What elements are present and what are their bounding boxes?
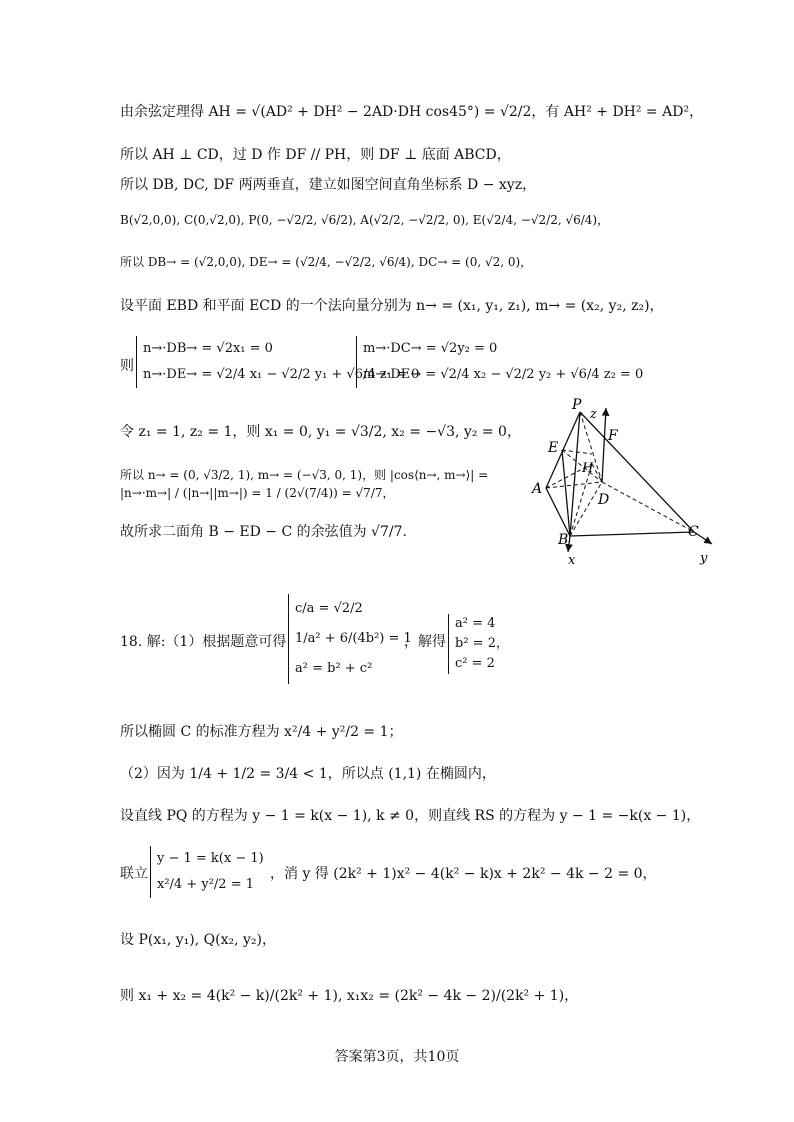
conclusion-line: 故所求二面角 B − ED − C 的余弦值为 √7/7. — [120, 524, 407, 540]
label-c: C — [688, 524, 699, 540]
point-inside-line: （2）因为 1/4 + 1/2 = 3/4 < 1，所以点 (1,1) 在椭圆内， — [120, 766, 496, 782]
system-prefix: 则 — [120, 358, 134, 374]
label-h: H — [582, 461, 594, 476]
equation-n-db: n→·DB→ = √2x₁ = 0 — [143, 341, 273, 356]
equation-m-de: m→·DE→ = √2/4 x₂ − √2/2 y₂ + √6/4 z₂ = 0 — [363, 367, 644, 382]
coordinate-system-line: 所以 DB, DC, DF 两两垂直，建立如图空间直角坐标系 D − xyz， — [120, 177, 537, 193]
result-a-squared: a² = 4 — [455, 616, 496, 631]
quadratic-line: ，消 y 得 (2k² + 1)x² − 4(k² − k)x + 2k² − 4k − 2 = 0， — [270, 866, 657, 882]
equation-system-m — [356, 336, 643, 388]
solution-line: 令 z₁ = 1, z₂ = 1，则 x₁ = 0, y₁ = √3/2, x₂ = −√3, y₂ = 0， — [120, 424, 521, 440]
problem-18-prefix: 18. 解:（1）根据题意可得 — [120, 634, 287, 650]
combine-system — [150, 846, 264, 898]
label-y: y — [700, 551, 708, 566]
problem-18-result-system — [448, 614, 509, 674]
point-coordinates-line: B(√2,0,0), C(0,√2,0), P(0, −√2/2, √6/2), A(√2/2, −√2/2, 0), E(√2/4, −√2/2, √6/4)， — [120, 213, 610, 227]
label-b: B — [558, 532, 569, 548]
label-d: D — [598, 492, 610, 508]
pyramid-figure — [526, 398, 726, 570]
system-abc-relation: a² = b² + c² — [295, 661, 373, 676]
problem-18-system — [288, 594, 412, 684]
equation-m-dc: m→·DC→ = √2y₂ = 0 — [363, 341, 498, 356]
label-p: P — [572, 398, 582, 413]
label-e: E — [548, 440, 559, 456]
combine-line-eq: y − 1 = k(x − 1) — [157, 851, 264, 866]
page-footer: 答案第3页，共10页 — [334, 1049, 460, 1065]
vectors-line: 所以 DB→ = (√2,0,0), DE→ = (√2/4, −√2/2, √6/4), DC→ = (0, √2, 0)， — [120, 255, 533, 269]
ellipse-equation-line: 所以椭圆 C 的标准方程为 x²/4 + y²/2 = 1； — [120, 724, 403, 740]
combine-prefix: 联立 — [120, 866, 148, 882]
cosine-result-line: 所以 n→ = (0, √3/2, 1), m→ = (−√3, 0, 1)，则 |cos⟨n→, m→⟩| = |n→·m→| / (|n→||m→|) = 1 / (2√(7/4)) = √7/7， — [120, 468, 489, 500]
result-c-squared: c² = 2 — [455, 656, 495, 671]
normal-vectors-line: 设平面 EBD 和平面 ECD 的一个法向量分别为 n→ = (x₁, y₁, z₁), m→ = (x₂, y₂, z₂)， — [120, 298, 664, 314]
label-x: x — [568, 553, 576, 568]
label-z: z — [590, 407, 597, 422]
problem-18-mid: ，解得 — [404, 634, 446, 650]
combine-ellipse-eq: x²/4 + y²/2 = 1 — [157, 877, 254, 892]
cosine-law-line: 由余弦定理得 AH = √(AD² + DH² − 2AD·DH cos45°) = √2/2，有 AH² + DH² = AD²， — [120, 104, 704, 120]
perpendicular-line: 所以 AH ⊥ CD，过 D 作 DF // PH，则 DF ⊥ 底面 ABCD， — [120, 147, 511, 163]
system-eccentricity: c/a = √2/2 — [295, 601, 363, 616]
vieta-line: 则 x₁ + x₂ = 4(k² − k)/(2k² + 1), x₁x₂ = (2k² − 4k − 2)/(2k² + 1)， — [120, 988, 579, 1004]
result-b-squared: b² = 2， — [455, 636, 509, 651]
label-a: A — [532, 481, 543, 497]
system-point-on-ellipse: 1/a² + 6/(4b²) = 1 — [295, 631, 412, 646]
line-equations-line: 设直线 PQ 的方程为 y − 1 = k(x − 1), k ≠ 0，则直线 RS 的方程为 y − 1 = −k(x − 1)， — [120, 808, 701, 824]
set-points-line: 设 P(x₁, y₁), Q(x₂, y₂)， — [120, 932, 276, 948]
label-f: F — [608, 428, 618, 444]
equation-n-de: n→·DE→ = √2/4 x₁ − √2/2 y₁ + √6/4 z₁ = 0 — [143, 367, 420, 382]
